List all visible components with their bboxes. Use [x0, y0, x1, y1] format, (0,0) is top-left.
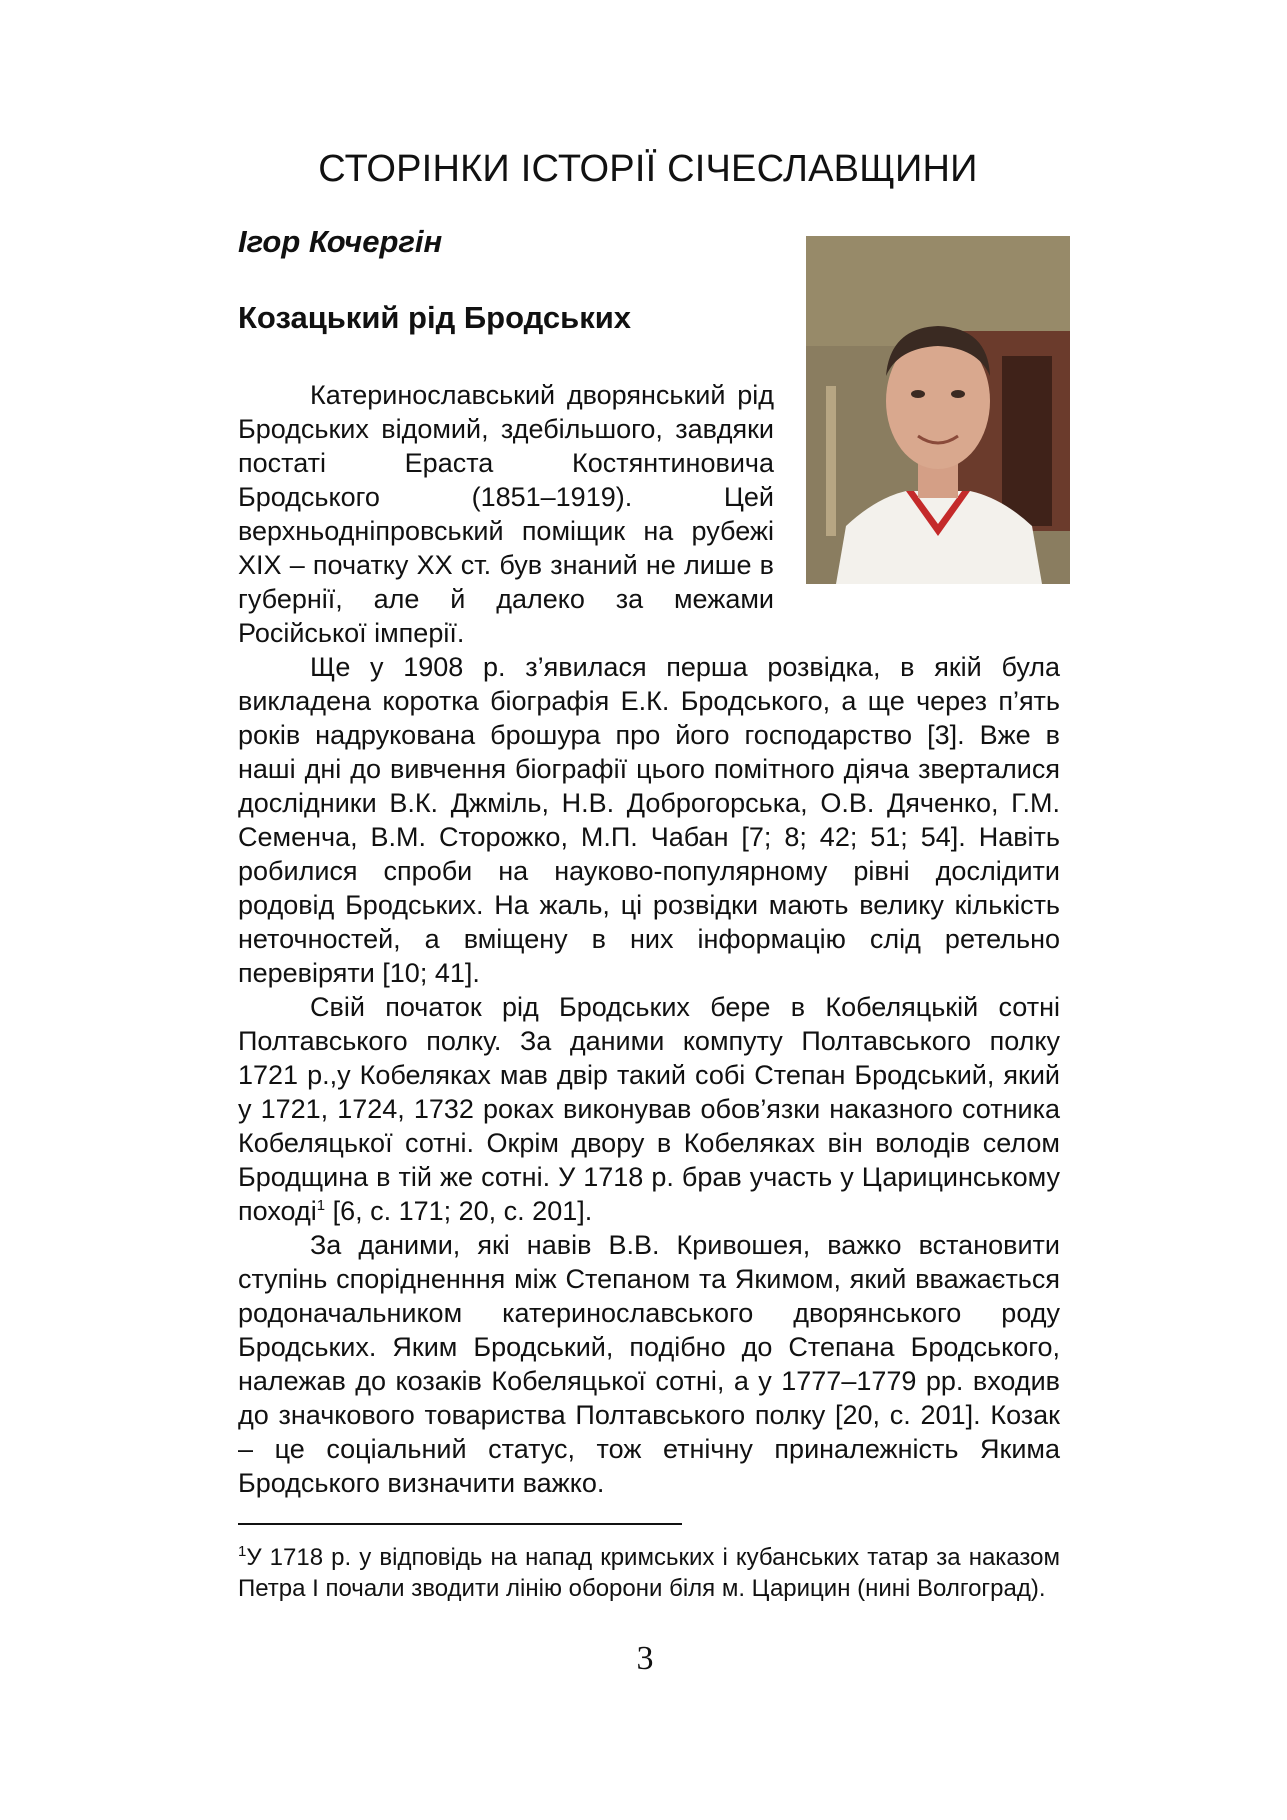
paragraph-2: Ще у 1908 р. з’явилася перша розвідка, в якій була викладена коротка біографія Е.К. Бродського, а ще через п’ять років надрукована брошура про його господарство [3]. Вже в наші дні до вивчення біографії цього помітного діяча зверталися дослідники В.К. Джміль, Н.В. Доброгорська, О.В. Дяченко, Г.М. Семенча, В.М. Сторожко, М.П. Чабан [7; 8; 42; 51; 54]. Навіть робилися спроби на науково-популярному рівні дослідити родовід Бродських. На жаль, ці розвідки мають велику кількість неточностей, а вміщену в них інформацію слід ретельно перевіряти [10; 41]. — [238, 652, 1060, 988]
footnote-mark: 1 — [238, 1543, 247, 1560]
author-name: Ігор Кочергін — [238, 224, 443, 259]
paragraph-3-text: Свій початок рід Бродських бере в Кобеляцькій сотні Полтавського полку. За даними компуту Полтавського полку 1721 р.,у Кобеляках мав двір такий собі Степан Бродський, який у 1721, 1724, 1732 роках виконував обов’язки наказного сотника Кобеляцької сотні. Окрім двору в Кобеляках він володів селом Бродщина в тій же сотні. У 1718 р. брав участь у Царицинському поході — [238, 992, 1060, 1226]
page-number: 3 — [636, 1640, 654, 1677]
paragraph-4: За даними, які навів В.В. Кривошея, важко встановити ступінь спорідненння між Степаном та Якимом, який вважається родоначальником катеринославського дворянського роду Бродських. Яким Бродський, подібно до Степана Бродського, належав до козаків Кобеляцької сотні, а у 1777–1779 рр. входив до значкового товариства Полтавського полку [20, с. 201]. Козак – це соціальний статус, тож етнічну приналежність Якима Бродського визначити важко. — [238, 1230, 1060, 1498]
section-title: СТОРІНКИ ІСТОРІЇ СІЧЕСЛАВЩИНИ — [318, 148, 978, 190]
article-body — [238, 378, 1060, 1500]
paragraph-3-citation: [6, с. 171; 20, с. 201]. — [325, 1196, 593, 1226]
footnote-text: У 1718 р. у відповідь на напад кримських і кубанських татар за наказом Петра І почали зводити лінію оборони біля м. Царицин (нині Волгоград). — [238, 1544, 1060, 1602]
footnote-separator — [238, 1523, 682, 1525]
article-title: Козацький рід Бродських — [238, 300, 632, 335]
paragraph-1: Катеринославський дворянський рід Бродських відомий, здебільшого, завдяки постаті Ераста Костянтиновича Бродського (1851–1919). Цей верхньодніпровський поміщик на рубежі XIX – початку XX ст. був знаний не лише в губернії, але й далеко за межами Російської імперії. — [238, 380, 774, 648]
footnote-reference[interactable]: 1 — [316, 1197, 326, 1214]
paragraph-3 — [238, 990, 1060, 1228]
footnote — [238, 1542, 1060, 1604]
